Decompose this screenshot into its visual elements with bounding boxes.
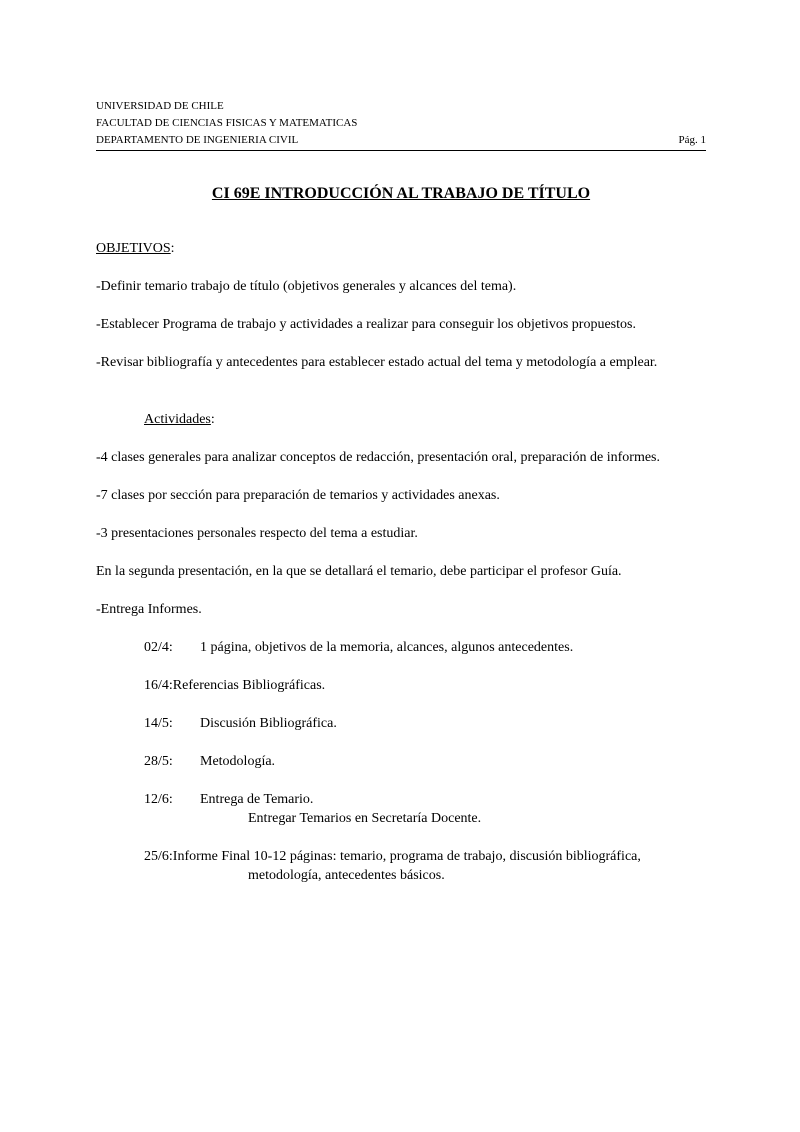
actividades-heading: Actividades:: [144, 412, 215, 427]
schedule-row: [96, 790, 706, 809]
schedule-text: Metodología.: [200, 754, 276, 769]
schedule-date: 25/6:: [144, 849, 173, 864]
page-header: [96, 98, 706, 151]
schedule-text: Discusión Bibliográfica.: [200, 716, 337, 731]
page-number: Pág. 1: [678, 134, 706, 146]
schedule-text: Entrega de Temario.: [200, 792, 314, 807]
schedule-row-group: [96, 790, 706, 828]
schedule-row: [96, 714, 706, 733]
schedule-row: [96, 676, 706, 695]
activity-item-3: -3 presentaciones personales respecto del tema a estudiar.: [96, 526, 418, 541]
document-body: [96, 239, 706, 885]
schedule-list: [96, 638, 706, 885]
header-rule-row: [96, 132, 706, 151]
objective-item-2: -Establecer Programa de trabajo y actividades a realizar para conseguir los objetivos propuestos.: [96, 317, 636, 332]
schedule-text: Informe Final 10-12 páginas: temario, programa de trabajo, discusión bibliográfica, metodología, antecedentes básicos.: [172, 849, 641, 883]
objective-item-3: -Revisar bibliografía y antecedentes para establecer estado actual del tema y metodología a emplear.: [96, 355, 658, 370]
activity-item-1: -4 clases generales para analizar conceptos de redacción, presentación oral, preparación de informes.: [96, 450, 660, 465]
schedule-row: [96, 638, 706, 657]
schedule-date: 16/4:: [144, 678, 173, 693]
document-title: [96, 185, 706, 203]
schedule-row: [96, 752, 706, 771]
entrega-informes: -Entrega Informes.: [96, 602, 202, 617]
schedule-date: 02/4:: [144, 640, 173, 655]
header-faculty: FACULTAD DE CIENCIAS FISICAS Y MATEMATICAS: [96, 117, 358, 129]
document-title-text: CI 69E INTRODUCCIÓN AL TRABAJO DE TÍTULO: [211, 185, 591, 202]
objetivos-heading: OBJETIVOS:: [96, 241, 175, 256]
schedule-text: 1 página, objetivos de la memoria, alcances, algunos antecedentes.: [200, 640, 574, 655]
objective-item-1: -Definir temario trabajo de título (objetivos generales y alcances del tema).: [96, 279, 517, 294]
schedule-row: [96, 847, 706, 885]
activities-note: En la segunda presentación, en la que se detallará el temario, debe participar el profesor Guía.: [96, 564, 622, 579]
header-university: UNIVERSIDAD DE CHILE: [96, 100, 224, 112]
header-department: DEPARTAMENTO DE INGENIERIA CIVIL: [96, 134, 299, 146]
schedule-date: 14/5:: [144, 716, 173, 731]
schedule-subtext: Entregar Temarios en Secretaría Docente.: [248, 811, 482, 826]
activity-item-2: -7 clases por sección para preparación de temarios y actividades anexas.: [96, 488, 500, 503]
schedule-date: 12/6:: [144, 792, 173, 807]
schedule-date: 28/5:: [144, 754, 173, 769]
schedule-text: Referencias Bibliográficas.: [172, 678, 326, 693]
